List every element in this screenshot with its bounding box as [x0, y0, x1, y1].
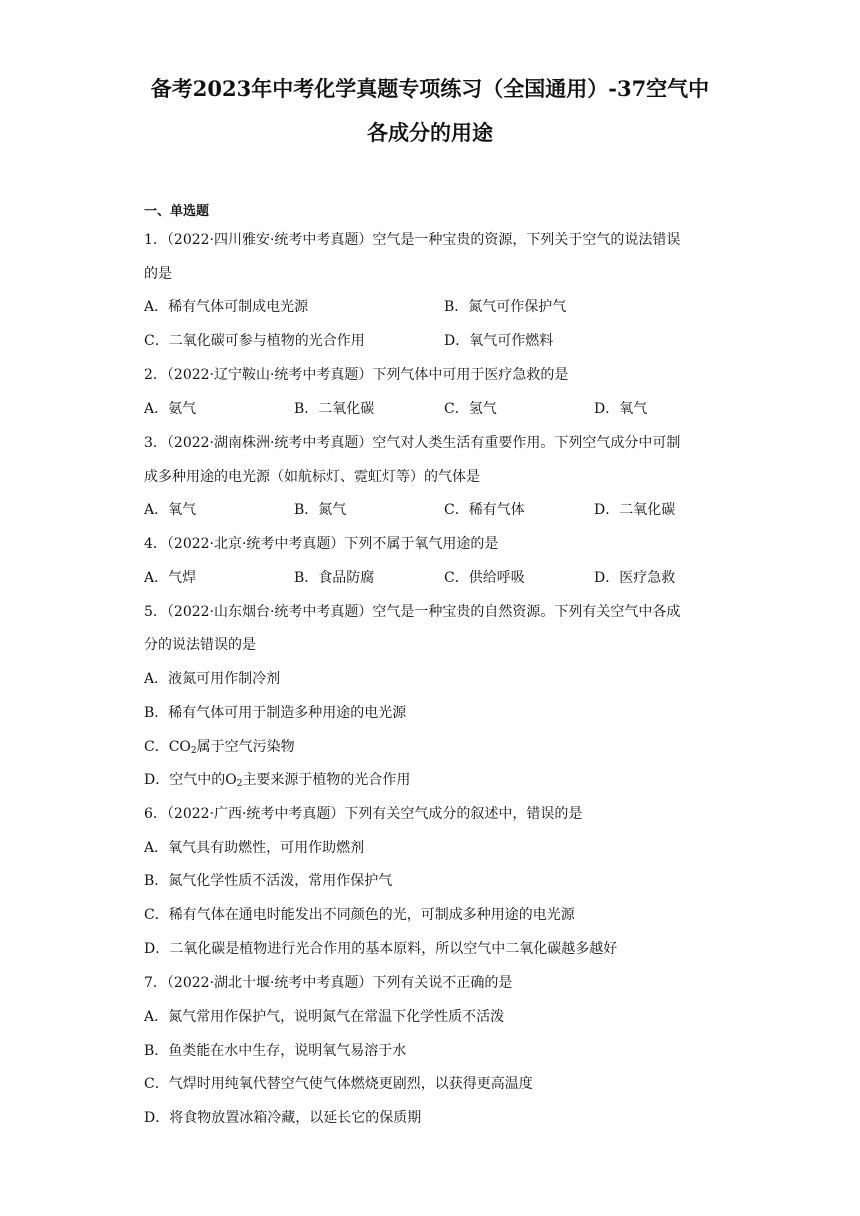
document-title-line1: 备考2023年中考化学真题专项练习（全国通用）-37空气中: [150, 76, 710, 101]
question-5-option-c: [144, 738, 295, 756]
question-5-option-c-rest: 属于空气污染物: [196, 739, 295, 755]
question-2-option-c: C．氢气: [444, 401, 497, 417]
question-2-stem: 2．（2022·辽宁鞍山·统考中考真题）下列气体中可用于医疗急救的是: [144, 367, 569, 383]
question-3-option-d: D．二氧化碳: [594, 502, 676, 518]
question-4-option-d: D．医疗急救: [594, 570, 676, 586]
question-5-stem: 5．（2022·山东烟台·统考中考真题）空气是一种宝贵的自然资源。下列有关空气中各成: [144, 604, 681, 620]
question-6-option-b: B．氮气化学性质不活泼，常用作保护气: [144, 873, 393, 889]
document-title-line2: 各成分的用途: [367, 120, 493, 145]
question-5-stem-cont: 分的说法错误的是: [144, 637, 256, 653]
question-5-option-c-subscript: 2: [190, 746, 197, 756]
question-7-option-a: A．氮气常用作保护气，说明氮气在常温下化学性质不活泼: [144, 1009, 505, 1025]
question-6-option-d: D．二氧化碳是植物进行光合作用的基本原料，所以空气中二氧化碳越多越好: [144, 941, 618, 957]
question-1-stem: 1．（2022·四川雅安·统考中考真题）空气是一种宝贵的资源，下列关于空气的说法错误: [144, 232, 681, 248]
question-5-option-b: B．稀有气体可用于制造多种用途的电光源: [144, 705, 407, 721]
question-5-option-d-subscript: 2: [236, 779, 243, 789]
question-6-option-c: C．稀有气体在通电时能发出不同颜色的光，可制成多种用途的电光源: [144, 907, 575, 923]
question-4-option-c: C．供给呼吸: [444, 570, 525, 586]
question-7-option-c: C．气焊时用纯氧代替空气使气体燃烧更剧烈，以获得更高温度: [144, 1076, 533, 1092]
question-7-option-b: B．鱼类能在水中生存，说明氧气易溶于水: [144, 1043, 407, 1059]
section-heading: 一、单选题: [144, 204, 210, 219]
question-4-option-a: A．气焊: [144, 570, 197, 586]
question-4-option-b: B．食品防腐: [294, 570, 375, 586]
question-2-option-b: B．二氧化碳: [294, 401, 375, 417]
question-2-option-d: D．氧气: [594, 401, 648, 417]
question-7-stem: 7．（2022·湖北十堰·统考中考真题）下列有关说不正确的是: [144, 975, 513, 991]
question-6-stem: 6．（2022·广西·统考中考真题）下列有关空气成分的叙述中，错误的是: [144, 806, 583, 822]
question-5-option-d-text: D．空气中的O: [144, 772, 237, 788]
question-3-option-a: A．氧气: [144, 502, 197, 518]
question-4-stem: 4．（2022·北京·统考中考真题）下列不属于氧气用途的是: [144, 536, 499, 552]
question-5-option-a: A．液氮可用作制冷剂: [144, 671, 281, 687]
question-1-option-b: B．氮气可作保护气: [444, 299, 567, 315]
question-3-stem: 3．（2022·湖南株洲·统考中考真题）空气对人类生活有重要作用。下列空气成分中可制: [144, 435, 681, 451]
question-3-stem-cont: 成多种用途的电光源（如航标灯、霓虹灯等）的气体是: [144, 469, 480, 485]
question-1-option-c: C．二氧化碳可参与植物的光合作用: [144, 333, 365, 349]
question-5-option-d: [144, 771, 410, 789]
question-2-option-a: A．氨气: [144, 401, 197, 417]
question-1-stem-cont: 的是: [144, 266, 172, 282]
question-6-option-a: A．氧气具有助燃性，可用作助燃剂: [144, 840, 365, 856]
question-5-option-c-text: C．CO: [144, 739, 191, 755]
question-5-option-d-rest: 主要来源于植物的光合作用: [242, 772, 411, 788]
question-1-option-d: D．氧气可作燃料: [444, 333, 554, 349]
question-3-option-b: B．氮气: [294, 502, 347, 518]
question-7-option-d: D．将食物放置冰箱冷藏，以延长它的保质期: [144, 1110, 422, 1126]
question-3-option-c: C．稀有气体: [444, 502, 525, 518]
question-1-option-a: A．稀有气体可制成电光源: [144, 299, 309, 315]
